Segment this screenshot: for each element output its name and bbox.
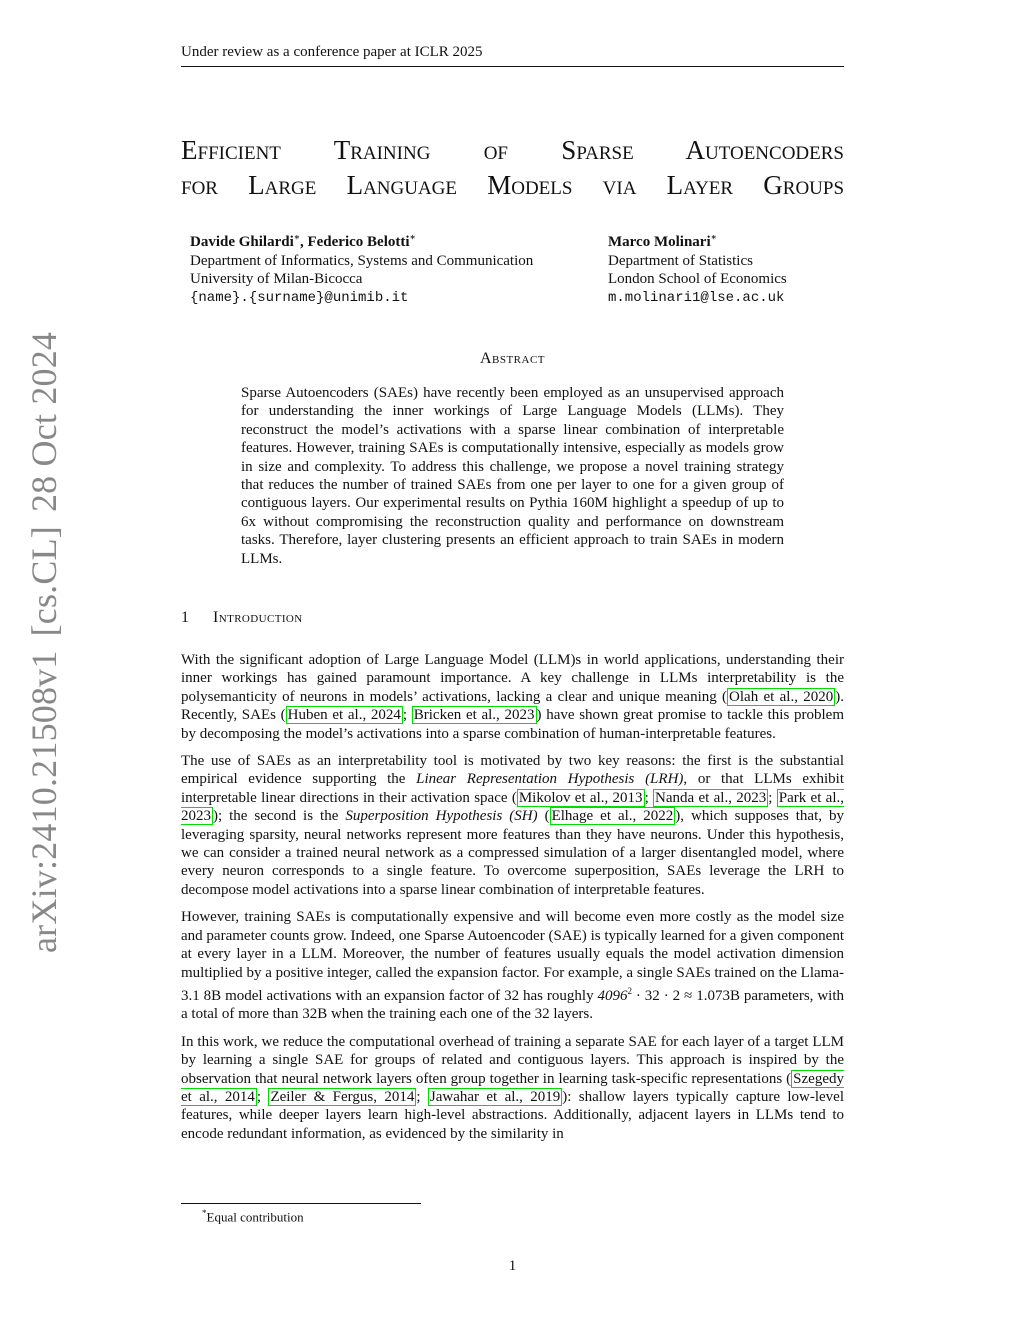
footnote: [202, 1208, 304, 1225]
citation-link[interactable]: Szegedy et al., 2014: [181, 1070, 844, 1105]
title-word: [686, 135, 845, 165]
citation-link[interactable]: Huben et al., 2024: [287, 707, 401, 724]
math-expression: · 32 · 2 ≈ 1.073: [631, 987, 730, 1004]
title-rest: for: [181, 170, 218, 200]
citation-link[interactable]: Bricken et al., 2023: [413, 707, 535, 724]
citation-link[interactable]: Zeiler & Fergus, 2014: [270, 1088, 415, 1105]
paragraph: [181, 752, 844, 899]
citation-link[interactable]: Nanda et al., 2023: [655, 789, 767, 806]
italic-term: Superposition Hypothesis (SH): [345, 808, 538, 825]
title-rest: roups: [782, 170, 845, 200]
title-rest: ayer: [683, 170, 734, 200]
italic-term: Linear Representation Hypothesis (LRH): [416, 771, 684, 788]
page-number: 1: [508, 1258, 517, 1274]
abstract-text: Sparse Autoencoders (SAEs) have recently been employed as an unsupervised approach for understanding the inner workings of Large Language Models (LLMs). They reconstruct the model’s activations with a sparse linear combination of interpretable features. However, training SAEs is computationally intensive, especially as models grow in size and complexity. To address this challenge, we propose a novel training strategy that reduces the number of trained SAEs from one per layer to one for a given group of contiguous layers. Our experimental results on Pythia 160M highlight a speedup of up to 6x without compromising the reconstruction quality and performance on downstream tasks. Therefore, layer clustering presents an efficient approach to train SAEs in modern LLMs.: [241, 385, 784, 567]
affiliation-univ: University of Milan-Bicocca: [190, 271, 363, 287]
title-word: [334, 135, 431, 165]
title-word: [561, 135, 633, 165]
title-initial: E: [181, 135, 198, 165]
affiliation-dept: Department of Statistics: [608, 252, 753, 269]
title-line-1: [181, 133, 844, 168]
author-email[interactable]: {name}.{surname}@unimib.it: [190, 289, 409, 306]
title-initial: G: [763, 170, 783, 200]
body-text: [181, 651, 844, 1152]
author-name: Davide Ghilardi: [190, 234, 294, 250]
author-names-right: [608, 228, 787, 252]
title-word: [487, 170, 572, 200]
title-initial: T: [333, 135, 351, 165]
title-word: [484, 135, 508, 165]
text-run: ;: [256, 1088, 269, 1105]
title-rest: arge: [264, 170, 317, 200]
title-word: [347, 170, 457, 200]
running-header: Under review as a conference paper at ICLR 2025: [181, 44, 483, 60]
paragraph: [181, 1033, 844, 1143]
title-rest: parse: [576, 135, 634, 165]
title-rest: odels: [511, 170, 573, 200]
arxiv-stamp[interactable]: [23, 318, 65, 953]
section-number: 1: [181, 609, 190, 626]
text-run: ) have shown great promise to tackle this problem by decomposing the model’s activations into a sparse combination of human-interpretable features.: [181, 707, 845, 742]
title-rest: raining: [350, 135, 431, 165]
title-initial: A: [685, 135, 705, 165]
arxiv-id: arXiv:2410.21508v1: [24, 650, 64, 953]
abstract-heading: Abstract: [479, 350, 546, 367]
title-rest: fficient: [197, 135, 281, 165]
footnote-rule: [181, 1203, 421, 1204]
author-names-left: [190, 228, 533, 252]
affiliation-dept: Department of Informatics, Systems and Communication: [190, 252, 534, 269]
header-rule: [181, 66, 844, 67]
title-line-2: [181, 168, 844, 203]
title-word: [667, 170, 733, 200]
title-word: [763, 170, 844, 200]
text-run: (: [537, 808, 550, 825]
title-rest: anguage: [363, 170, 458, 200]
text-run: ;: [768, 789, 777, 806]
text-run: However, training SAEs is computationally expensive and will become even more costly as the model size and parameter counts grow. Indeed, one Sparse Autoencoder (SAE) is typically learned for a given component at every layer in a LLM. Moreover, the number of features usually equals the model activation dimension multiplied by a positive integer, called the expansion factor. For example, a single SAEs trained on the Llama-3.1 8B model activations with an expansion factor of 32 has roughly: [181, 909, 844, 1004]
title-rest: via: [602, 170, 637, 200]
title-initial: L: [248, 170, 265, 200]
title-initial: L: [666, 170, 684, 200]
text-run: The use of SAEs as an interpretability tool is motivated by two key reasons: the first is the substantial empirical evidence supporting the: [181, 753, 844, 788]
arxiv-date: 28 Oct 2024: [24, 331, 64, 513]
citation-link[interactable]: Jawahar et al., 2019: [429, 1088, 561, 1105]
math-expression: 4096: [597, 987, 628, 1004]
equal-contribution-mark: ∗: [710, 232, 717, 242]
paragraph: [181, 651, 844, 743]
equal-contribution-mark: ∗: [409, 232, 416, 242]
author-block-right: [608, 228, 787, 307]
title-word: [248, 170, 316, 200]
text-run: ); the second is the: [213, 808, 346, 825]
title-initial: S: [561, 135, 577, 165]
math-exponent: 2: [627, 985, 632, 996]
title-word: [181, 135, 281, 165]
author-name: , Federico Belotti: [299, 234, 410, 250]
title-initial: M: [487, 170, 512, 200]
citation-link[interactable]: Park et al., 2023: [181, 789, 845, 825]
author-block-left: [190, 228, 533, 307]
author-name: Marco Molinari: [608, 234, 711, 250]
footnote-mark: *: [202, 1208, 207, 1218]
text-run: , or that LLMs exhibit interpretable linear directions in their activation space (: [181, 771, 844, 806]
paragraph: [181, 908, 844, 1023]
section-title: Introduction: [213, 609, 303, 626]
text-run: ), which supposes that, by leveraging sparsity, neural networks represent more features than they have neurons. Under this hypothesis, we can consider a trained neural network as a compressed simulation of a larger disentangled model, where every neuron corresponds to a single feature. To overcome superposition, SAEs leverage the LRH to decompose model activations into a sparse linear combination of interpretable features.: [181, 808, 844, 898]
equal-contribution-mark: ∗: [293, 232, 300, 242]
title-initial: L: [346, 170, 364, 200]
affiliation-univ: London School of Economics: [608, 271, 787, 287]
text-run: In this work, we reduce the computational overhead of training a separate SAE for each layer of a target LLM by learning a single SAE for groups of related and contiguous layers. This approach is inspired by the observation that neural network layers often group together in learning task-specific representations (: [181, 1033, 844, 1087]
author-email[interactable]: m.molinari1@lse.ac.uk: [608, 289, 785, 306]
arxiv-category: [cs.CL]: [24, 526, 64, 637]
text-run: With the significant adoption of Large Language Model (LLM)s in world applications, understanding their inner workings has gained paramount importance. A key challenge in LLMs interpretability is the polysemanticity of neurons in models’ activations, lacking a clear and unique meaning (: [181, 652, 844, 705]
title-rest: utoencoders: [705, 135, 844, 165]
text-run: ;: [644, 789, 654, 806]
text-run: ). Recently, SAEs (: [181, 688, 844, 724]
text-run: ;: [402, 707, 412, 724]
section-heading: [181, 609, 303, 627]
title-word: [603, 170, 637, 200]
text-run: ;: [416, 1088, 428, 1105]
paper-title: [181, 133, 844, 203]
text-run: ): shallow layers typically capture low-level features, while deeper layers learn high-level abstractions. Additionally, adjacent layers in LLMs tend to encode redundant information, as evidenced by the similarity in: [181, 1088, 845, 1142]
text-run: B parameters, with a total of more than 32B when the training each one of the 32 layers.: [181, 987, 844, 1023]
citation-link[interactable]: Elhage et al., 2022: [551, 808, 674, 825]
footnote-text: Equal contribution: [206, 1209, 304, 1225]
title-word: [181, 170, 218, 200]
title-rest: of: [483, 135, 508, 165]
citation-link[interactable]: Mikolov et al., 2013: [518, 789, 643, 806]
citation-link[interactable]: Olah et al., 2020: [729, 688, 834, 705]
